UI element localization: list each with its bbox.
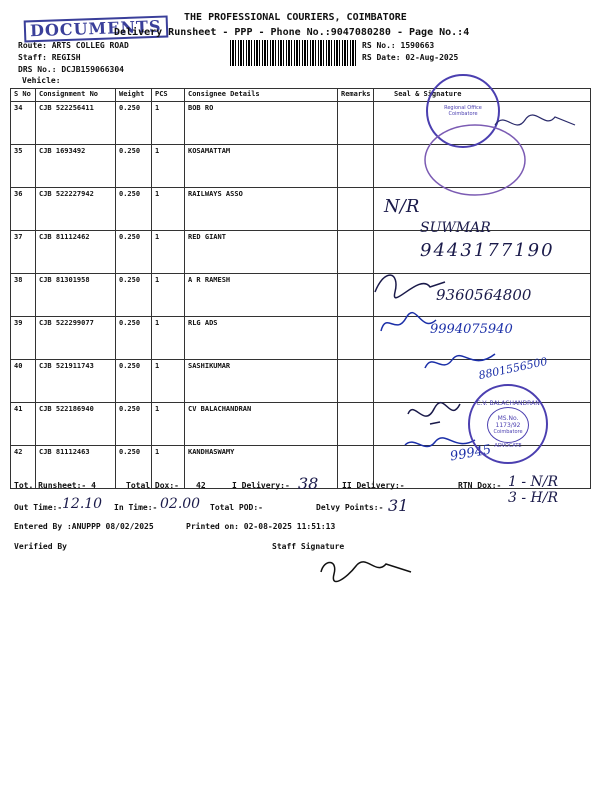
advocate-reg-label: MS.No. [497,414,519,422]
handwritten-phone-40: 8801556500 [477,354,549,383]
in-time-label: In Time:- [114,503,158,512]
cell-consignment: CJB 522186940 [36,403,116,446]
rtn-dox-label: RTN Dox:- [458,481,502,490]
verified-by-label: Verified By [14,542,67,551]
col-consignment: Consignment No [36,89,116,102]
handwritten-phone-39: 9994075940 [430,322,513,337]
cell-weight: 0.250 [116,102,152,145]
rtn-dox-value-2: 3 - H/R [508,490,559,506]
advocate-seal-stamp [468,384,548,464]
cell-sno: 36 [11,188,36,231]
advocate-reg-no: 1173/92 [495,421,521,429]
cell-pcs: 1 [152,145,185,188]
col-sno: S No [11,89,36,102]
advocate-city: Coimbatore [493,428,523,435]
printed-on: Printed on: 02-08-2025 11:51:13 [186,522,336,531]
cell-weight: 0.250 [116,403,152,446]
cell-consignee: KANDHASWAMY [185,446,338,489]
i-delivery-value: 38 [298,474,319,493]
advocate-name: C.V. BALACHANDRAN [476,399,540,407]
rs-date: RS Date: 02-Aug-2025 [362,53,459,62]
rs-number: RS No.: 1590663 [362,41,435,50]
cell-remarks [338,403,374,446]
in-time-value: 02.00 [160,496,201,512]
advocate-inner-ring [487,407,529,443]
col-remarks: Remarks [338,89,374,102]
cell-weight: 0.250 [116,360,152,403]
cell-remarks [338,360,374,403]
cell-sno: 39 [11,317,36,360]
cell-pcs: 1 [152,231,185,274]
col-seal-signature: Seal & Signature [374,89,591,102]
total-dox-value: 42 [196,481,206,490]
cell-remarks [338,145,374,188]
cell-remarks [338,231,374,274]
delvy-points-value: 31 [388,496,409,515]
rtn-dox-value: 1 - N/R [508,474,559,490]
cell-remarks [338,274,374,317]
cell-sno: 41 [11,403,36,446]
cell-consignee: RLG ADS [185,317,338,360]
cell-weight: 0.250 [116,446,152,489]
cell-remarks [338,317,374,360]
cell-consignee: CV BALACHANDRAN [185,403,338,446]
cell-sno: 35 [11,145,36,188]
handwritten-nr: N/R [384,196,420,217]
handwritten-phone-38: 9360564800 [436,286,532,304]
vehicle-label: Vehicle: [22,76,61,85]
handwritten-name: SUWMAR [420,220,491,236]
cell-sno: 38 [11,274,36,317]
total-pod-label: Total POD:- [210,503,263,512]
staff-signature [316,554,416,584]
route-label: Route: ARTS COLLEG ROAD [18,41,129,50]
cell-pcs: 1 [152,446,185,489]
page-title: THE PROFESSIONAL COURIERS, COIMBATORE [184,12,407,23]
col-consignee: Consignee Details [185,89,338,102]
signature-row34 [490,105,580,140]
documents-stamp: DOCUMENTS [24,16,168,43]
cell-consignment: CJB 522299077 [36,317,116,360]
cell-sno: 42 [11,446,36,489]
cell-pcs: 1 [152,102,185,145]
advocate-role: ADVOCATE [494,442,522,449]
tot-runsheet: Tot. Runsheet:- 4 [14,481,96,490]
company-seal-text: Regional Office Coimbatore [444,105,482,117]
barcode [230,40,356,66]
cell-sno: 34 [11,102,36,145]
entered-by: Entered By :ANUPPP 08/02/2025 [14,522,154,531]
col-weight: Weight [116,89,152,102]
page-subtitle: Delivery Runsheet - PPP - Phone No.:9047080280 - Page No.:4 [114,27,470,38]
cell-consignment: CJB 1693492 [36,145,116,188]
cell-consignee: A R RAMESH [185,274,338,317]
out-time-value: 12.10 [62,496,103,512]
ii-delivery-label: II Delivery:- [342,481,405,490]
cell-weight: 0.250 [116,317,152,360]
cell-weight: 0.250 [116,145,152,188]
cell-remarks [338,188,374,231]
cell-consignment: CJB 81112463 [36,446,116,489]
i-delivery-label: I Delivery:- [232,481,290,490]
cell-weight: 0.250 [116,188,152,231]
cell-consignee: KOSAMATTAM [185,145,338,188]
cell-consignee: BOB RO [185,102,338,145]
cell-consignee: RAILWAYS ASSO [185,188,338,231]
cell-pcs: 1 [152,188,185,231]
cell-pcs: 1 [152,403,185,446]
cell-consignment: CJB 522256411 [36,102,116,145]
out-time-label: Out Time:- [14,503,63,512]
cell-consignment: CJB 81301958 [36,274,116,317]
table-header-row [11,89,591,102]
cell-sno: 37 [11,231,36,274]
handwritten-phone-37: 9443177190 [420,240,555,261]
total-dox-label: Total Dox:- [126,481,179,490]
cell-weight: 0.250 [116,274,152,317]
col-pcs: PCS [152,89,185,102]
drs-label: DRS No.: DCJB159066304 [18,65,124,74]
cell-consignee: RED GIANT [185,231,338,274]
delvy-points-label: Delvy Points:- [316,503,384,512]
cell-remarks [338,102,374,145]
cell-consignment: CJB 81112462 [36,231,116,274]
cell-pcs: 1 [152,360,185,403]
cell-consignee: SASHIKUMAR [185,360,338,403]
cell-pcs: 1 [152,317,185,360]
staff-signature-label: Staff Signature [272,542,345,551]
handwritten-phone-42: 99945 [449,442,493,465]
cell-consignment: CJB 521911743 [36,360,116,403]
cell-sno: 40 [11,360,36,403]
cell-weight: 0.250 [116,231,152,274]
staff-label: Staff: REGISH [18,53,81,62]
cell-pcs: 1 [152,274,185,317]
cell-consignment: CJB 522227942 [36,188,116,231]
